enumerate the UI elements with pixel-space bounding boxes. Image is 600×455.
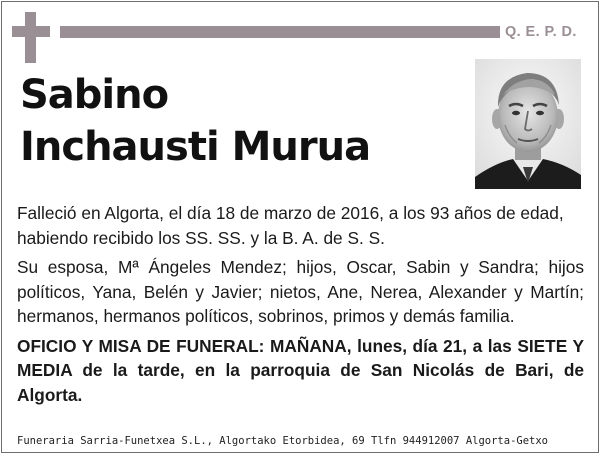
deceased-surnames: Inchausti Murua xyxy=(20,124,371,170)
family-paragraph: Su esposa, Mª Ángeles Mendez; hijos, Oscar, Sabin y Sandra; hijos políticos, Yana, Belén y Javier; nietos, Ane, Nerea, Alexander y Martín; hermanos, hermanos políticos, sobrinos, primos y demás familia. xyxy=(17,257,584,326)
deceased-name xyxy=(20,69,370,173)
cross-vertical-bar xyxy=(25,12,36,63)
obituary-card xyxy=(1,1,599,453)
death-notice-paragraph: Falleció en Algorta, el día 18 de marzo de 2016, a los 93 años de edad, habiendo recibido los SS. SS. y la B. A. de S. S. xyxy=(17,203,564,248)
deceased-portrait xyxy=(475,59,581,189)
cross-horizontal-bar xyxy=(12,26,50,37)
portrait-image xyxy=(475,59,581,189)
header-rule xyxy=(60,26,500,38)
funeral-home-footer: Funeraria Sarria-Funetxea S.L., Algortako Etorbidea, 69 Tlfn 944912007 Algorta-Getxo xyxy=(17,435,549,447)
qepd-label: Q. E. P. D. xyxy=(505,24,577,40)
deceased-first-name: Sabino xyxy=(20,72,169,118)
obituary-body xyxy=(17,201,584,412)
funeral-service-paragraph: OFICIO Y MISA DE FUNERAL: MAÑANA, lunes, día 21, a las SIETE Y MEDIA de la tarde, en la parroquia de San Nicolás de Bari, de Algorta. xyxy=(17,335,584,405)
